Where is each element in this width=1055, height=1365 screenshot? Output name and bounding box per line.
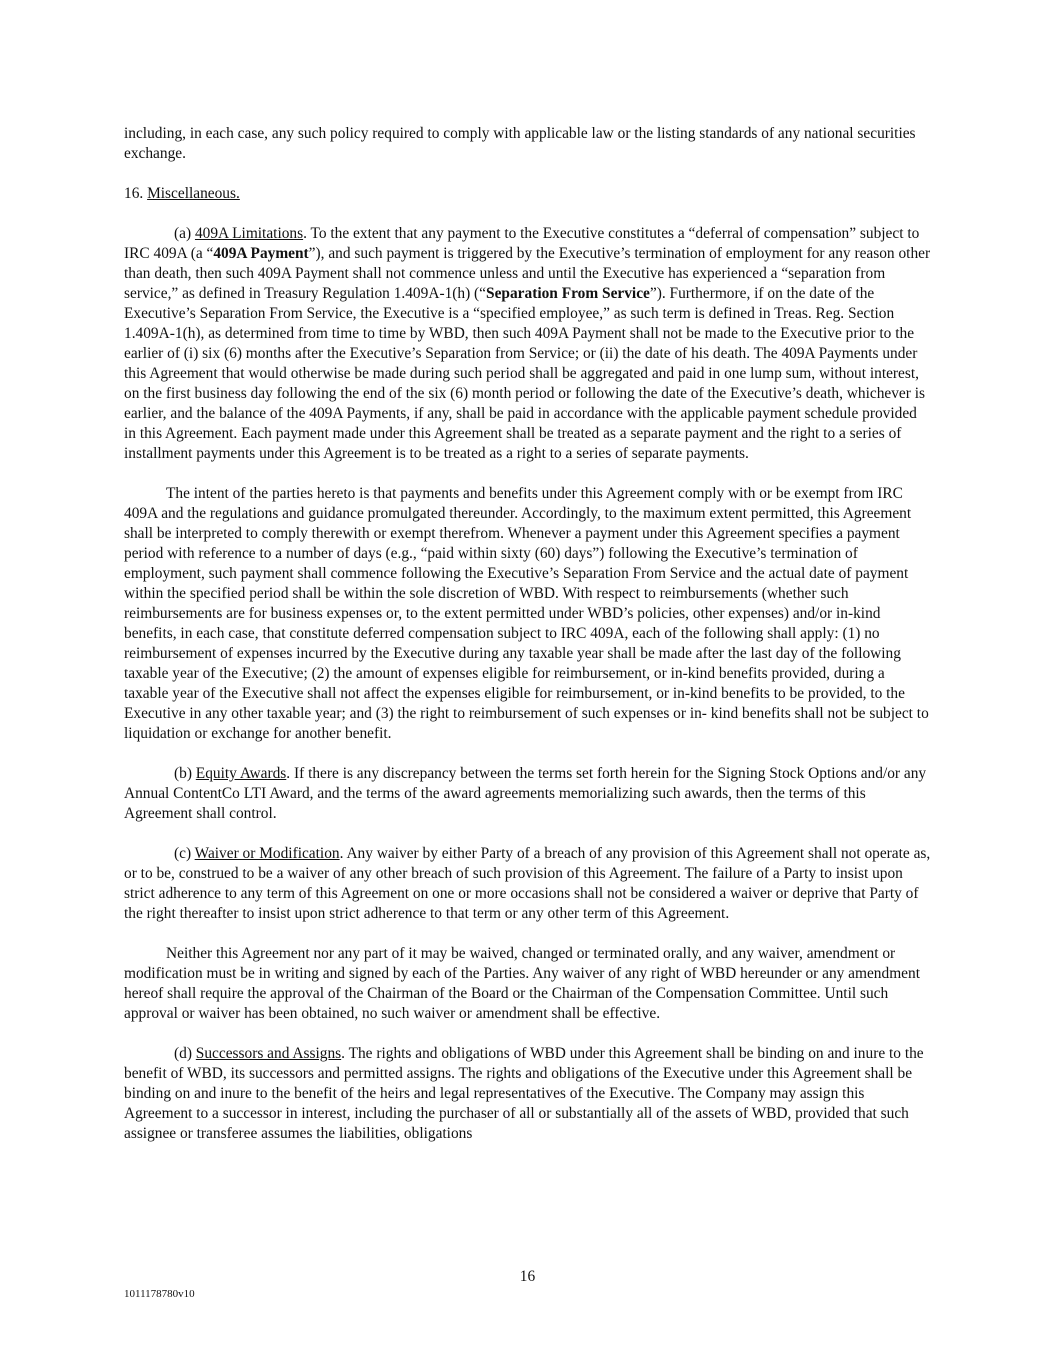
section-b-text: . If there is any discrepancy between the terms set forth herein for the Signing Stock Options and/or any Annual ContentCo LTI Award, and the terms of the award agreements memorializing such awards, then the terms of this Agreement shall control. [124,765,927,822]
section-a-text-3: ”). Furthermore, if on the date of the Executive’s Separation From Service, the Executive is a “specified employee,” as such term is defined in Treas. Reg. Section 1.409A-1(h), as determined from time to time by WBD, then such 409A Payment shall not be made to the Executive prior to the earlier of (i) six (6) months after the Executive’s Separation from Service; or (ii) the date of his death. The 409A Payments under this Agreement that would otherwise be made during such period shall be aggregated and paid in one lump sum, without interest, on the first business day following the end of the six (6) month period or following the date of the Executive’s death, whichever is earlier, and the balance of the 409A Payments, if any, shall be paid in accordance with the applicable payment schedule provided in this Agreement. Each payment made under this Agreement shall be treated as a separate payment and the right to a series of installment payments under this Agreement is to be treated as a right to a series of separate payments. [124,285,925,462]
section-c-label: (c) [174,845,195,862]
section-a-paragraph [124,224,932,464]
section-c-text: . Any waiver by either Party of a breach of any provision of this Agreement shall not operate as, or to be, construed to be a waiver of any other breach of such provision of this Agreement. The failure of a Party to insist upon strict adherence to any term of this Agreement on one or more occasions shall not be considered a waiver or deprive that Party of the right thereafter to insist upon strict adherence to that term or any other term of this Agreement. [124,845,931,922]
section-a-label: (a) [174,225,195,242]
section-d-heading: Successors and Assigns [195,1045,342,1062]
section-d-paragraph [124,1044,932,1144]
intro-paragraph: including, in each case, any such policy required to comply with applicable law or the listing standards of any national securities exchange. [124,125,916,162]
defined-term-409a-payment: 409A Payment [213,245,309,262]
section-d-text: . The rights and obligations of WBD under this Agreement shall be binding on and inure to the benefit of WBD, its successors and permitted assigns. The rights and obligations of the Executive under this Agreement shall be binding on and inure to the benefit of the heirs and legal representatives of the Executive. The Company may assign this Agreement to a successor in interest, including the purchaser of all or substantially all of the assets of WBD, provided that such assignee or transferee assumes the liabilities, obligations [124,1045,924,1142]
section-a-text-2: ”), and such payment is triggered by the Executive’s termination of employment for any reason other than death, then such 409A Payment shall not commence unless and until the Executive has experienced a “separation from service,” as defined in Treasury Regulation 1.409A-1(h) (“ [124,245,931,302]
section-b-paragraph [124,764,932,824]
waiver-paragraph: Neither this Agreement nor any part of it may be waived, changed or terminated orally, and any waiver, amendment or modification must be in writing and signed by each of the Parties. Any waiver of any right of WBD hereunder or any amendment hereof shall require the approval of the Chairman of the Board or the Chairman of the Compensation Committee. Until such approval or waiver has been obtained, no such waiver or amendment shall be effective. [124,945,920,1022]
section-title: Miscellaneous. [147,185,240,202]
section-b-label: (b) [174,765,196,782]
page-number: 16 [519,1268,536,1285]
section-c-heading: Waiver or Modification [194,845,340,862]
document-page [124,124,932,1164]
section-d-label: (d) [174,1045,196,1062]
section-c-paragraph [124,844,932,924]
section-a-text-1: . To the extent that any payment to the Executive constitutes a “deferral of compensation” subject to IRC 409A (a “ [124,225,920,262]
section-number: 16. [124,185,148,202]
document-id: 1011178780v10 [124,1288,195,1300]
section-a-heading: 409A Limitations [194,225,304,242]
section-b-heading: Equity Awards [195,765,287,782]
section-16-heading [124,184,932,204]
intent-paragraph: The intent of the parties hereto is that payments and benefits under this Agreement comply with or be exempt from IRC 409A and the regulations and guidance promulgated thereunder. Accordingly, to the maximum extent permitted, this Agreement shall be interpreted to comply therewith or exempt therefrom. Whenever a payment under this Agreement specifies a payment period with reference to a number of days (e.g., “paid within sixty (60) days”) following the Executive’s termination of employment, such payment shall commence following the Executive’s Separation From Service and the actual date of payment within the specified period shall be within the sole discretion of WBD. With respect to reimbursements (whether such reimbursements are for business expenses or, to the extent permitted under WBD’s policies, other expenses) and/or in-kind benefits, in each case, that constitute deferred compensation subject to IRC 409A, each of the following shall apply: (1) no reimbursement of expenses incurred by the Executive during any taxable year shall be made after the last day of the following taxable year of the Executive; (2) the amount of expenses eligible for reimbursement, or in-kind benefits provided, during a taxable year of the Executive shall not affect the expenses eligible for reimbursement, or in-kind benefits to be provided, to the Executive in any other taxable year; and (3) the right to reimbursement of such expenses or in- kind benefits shall not be subject to liquidation or exchange for another benefit. [124,485,929,742]
defined-term-separation-from-service: Separation From Service [486,285,650,302]
